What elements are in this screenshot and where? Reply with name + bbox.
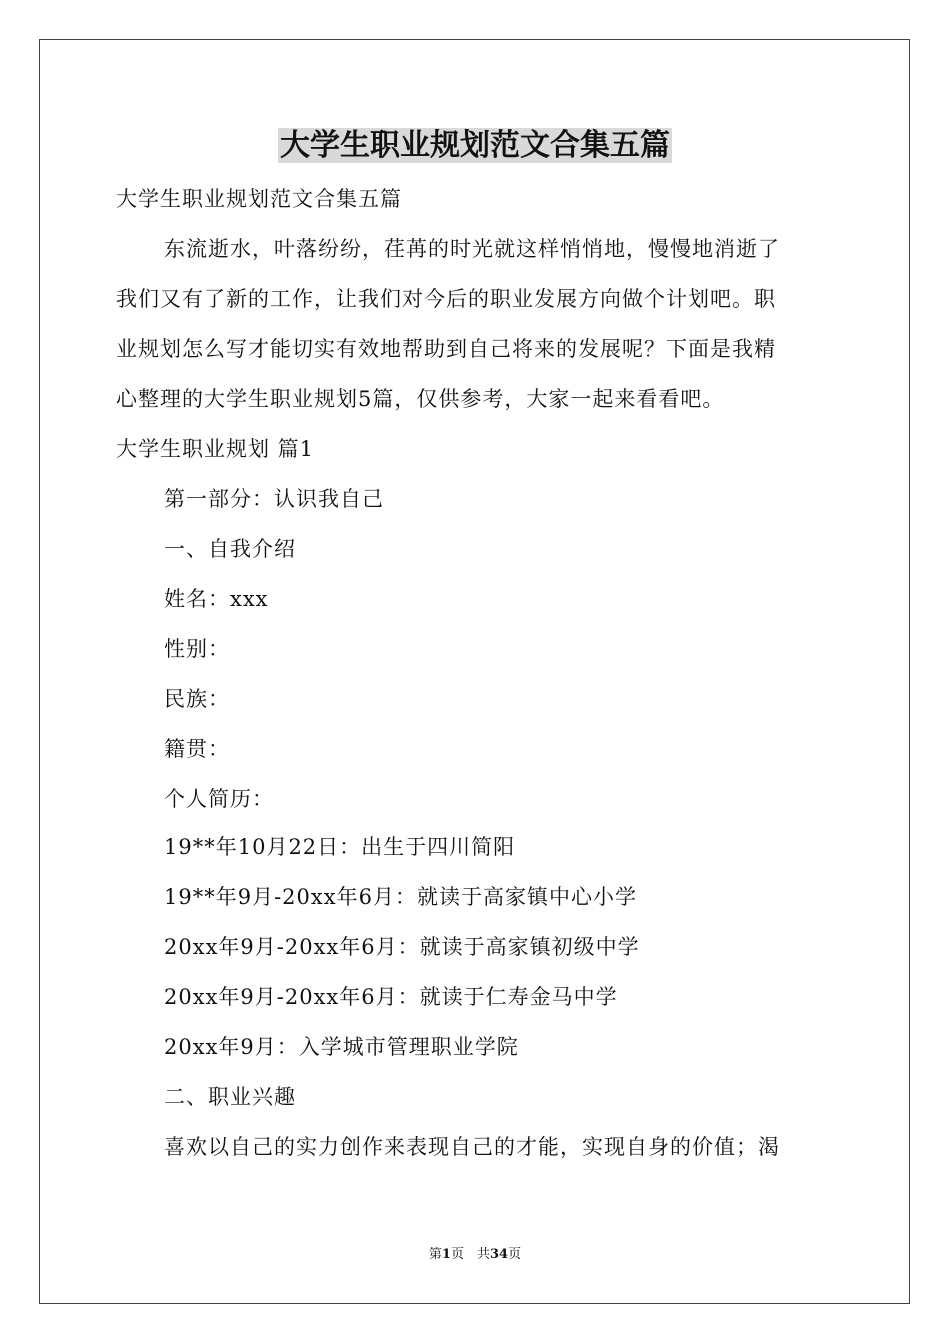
resume-line: 19**年9月-20xx年6月：就读于高家镇中心小学 [164, 885, 637, 909]
resume-line: 19**年10月22日：出生于四川简阳 [164, 835, 516, 859]
document-title [0, 124, 950, 168]
info-line-resume: 个人简历： [164, 787, 274, 811]
info-line-name: 姓名：xxx [164, 587, 269, 611]
paragraph-line: 业规划怎么写才能切实有效地帮助到自己将来的发展呢？下面是我精 [116, 337, 776, 361]
subtitle-line: 大学生职业规划范文合集五篇 [116, 187, 402, 211]
subsection-heading: 一、自我介绍 [164, 537, 296, 561]
resume-line: 20xx年9月：入学城市管理职业学院 [164, 1035, 519, 1059]
paragraph-line: 喜欢以自己的实力创作来表现自己的才能，实现自身的价值；渴 [164, 1135, 780, 1159]
footer-mid: 页 共 [450, 1247, 490, 1262]
info-line-hometown: 籍贯： [164, 737, 230, 761]
section-heading: 大学生职业规划 篇1 [116, 437, 315, 461]
paragraph-line: 我们又有了新的工作，让我们对今后的职业发展方向做个计划吧。职 [116, 287, 776, 311]
info-line-gender: 性别： [164, 637, 230, 661]
page-footer [0, 1246, 950, 1264]
page-border [39, 39, 910, 1304]
subsection-heading: 二、职业兴趣 [164, 1085, 296, 1109]
resume-line: 20xx年9月-20xx年6月：就读于仁寿金马中学 [164, 985, 618, 1009]
info-line-ethnicity: 民族： [164, 687, 230, 711]
footer-total-pages: 34 [489, 1247, 509, 1262]
footer-current-page: 1 [441, 1247, 451, 1262]
footer-prefix: 第 [428, 1247, 442, 1262]
paragraph-line: 东流逝水，叶落纷纷，荏苒的时光就这样悄悄地，慢慢地消逝了 [164, 237, 780, 261]
footer-suffix: 页 [508, 1247, 522, 1262]
resume-line: 20xx年9月-20xx年6月：就读于高家镇初级中学 [164, 935, 640, 959]
part-heading: 第一部分：认识我自己 [164, 487, 384, 511]
paragraph-line: 心整理的大学生职业规划5篇，仅供参考，大家一起来看看吧。 [116, 387, 725, 411]
document-title-text: 大学生职业规划范文合集五篇 [280, 128, 670, 163]
